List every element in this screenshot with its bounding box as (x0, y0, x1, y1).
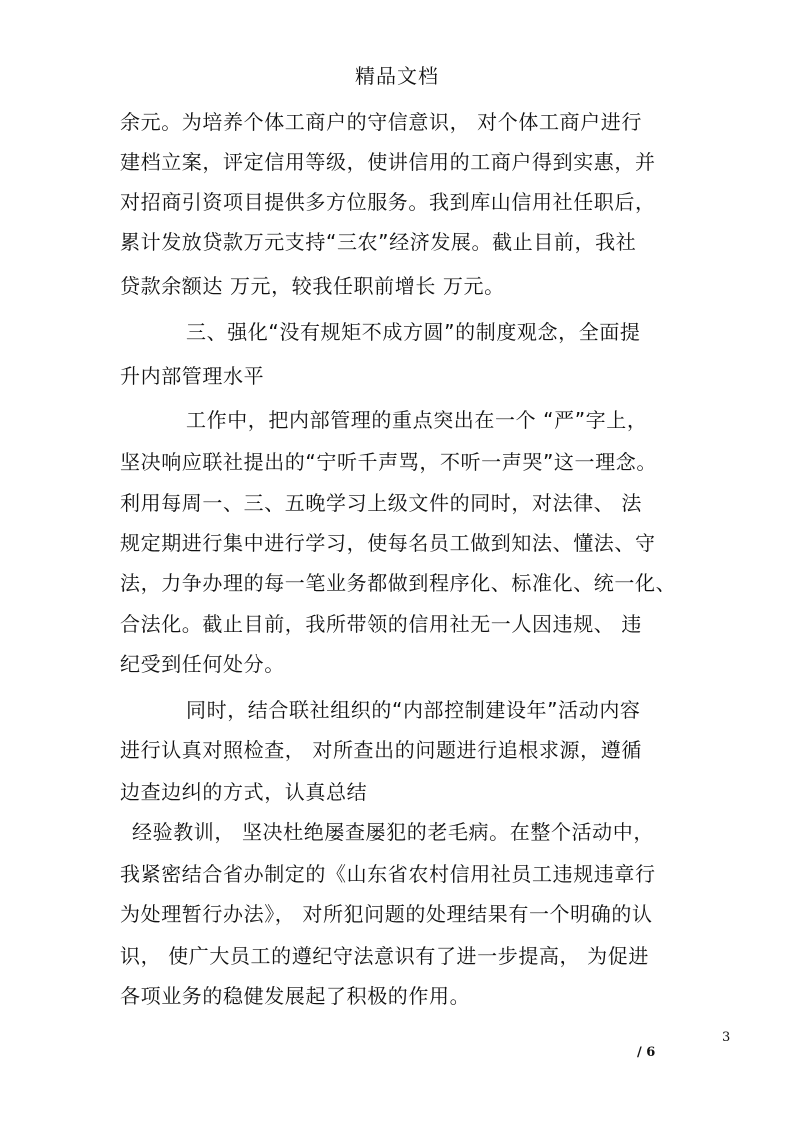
paragraph-line: 合法化。截止目前，我所带领的信用社无一人因违规、 违 (120, 612, 642, 636)
paragraph-line: 经验教训， 坚决杜绝屡查屡犯的老毛病。在整个活动中， (132, 820, 654, 844)
paragraph-line: 建档立案，评定信用等级，使讲信用的工商户得到实惠，并 (120, 150, 656, 174)
paragraph-line: 坚决响应联社提出的“宁听千声骂，不听一声哭”这一理念。 (120, 450, 657, 474)
paragraph-line: 贷款余额达 万元，较我任职前增长 万元。 (120, 274, 505, 298)
paragraph-line: 累计发放贷款万元支持“三农”经济发展。截止目前，我社 (120, 230, 637, 254)
paragraph-line: 工作中，把内部管理的重点突出在一个 “严”字上， (186, 408, 648, 432)
section-heading-line: 三、强化“没有规矩不成方圆”的制度观念，全面提 (186, 320, 641, 344)
paragraph-line: 为处理暂行办法》， 对所犯问题的处理结果有一个明确的认 (120, 902, 653, 926)
paragraph-line: 各项业务的稳健发展起了积极的作用。 (120, 984, 471, 1008)
section-heading-line: 升内部管理水平 (120, 364, 265, 388)
paragraph-line: 进行认真对照检查， 对所查出的问题进行追根求源，遵循 (120, 738, 642, 762)
paragraph-line: 规定期进行集中进行学习，使每名员工做到知法、懂法、守 (120, 531, 656, 555)
paragraph-line: 同时，结合联社组织的“内部控制建设年”活动内容 (186, 698, 641, 722)
paragraph-line: 法，力争办理的每一笔业务都做到程序化、标准化、统一化、 (120, 571, 677, 595)
paragraph-line: 识， 使广大员工的遵纪守法意识有了进一步提高， 为促进 (120, 944, 649, 968)
paragraph-line: 纪受到任何处分。 (120, 652, 285, 676)
paragraph-line: 对招商引资项目提供多方位服务。我到库山信用社任职后， (120, 190, 656, 214)
page-total: / 6 (637, 1045, 656, 1060)
page-number: 3 (722, 1030, 731, 1045)
paragraph-line: 边查边纠的方式，认真总结 (120, 780, 368, 804)
paragraph-line: 我紧密结合省办制定的《山东省农村信用社员工违规违章行 (120, 862, 656, 886)
paragraph-line: 利用每周一、三、五晚学习上级文件的同时，对法律、 法 (120, 491, 642, 515)
document-header-title: 精品文档 (355, 64, 439, 88)
paragraph-line: 余元。为培养个体工商户的守信意识， 对个体工商户进行 (120, 110, 642, 134)
